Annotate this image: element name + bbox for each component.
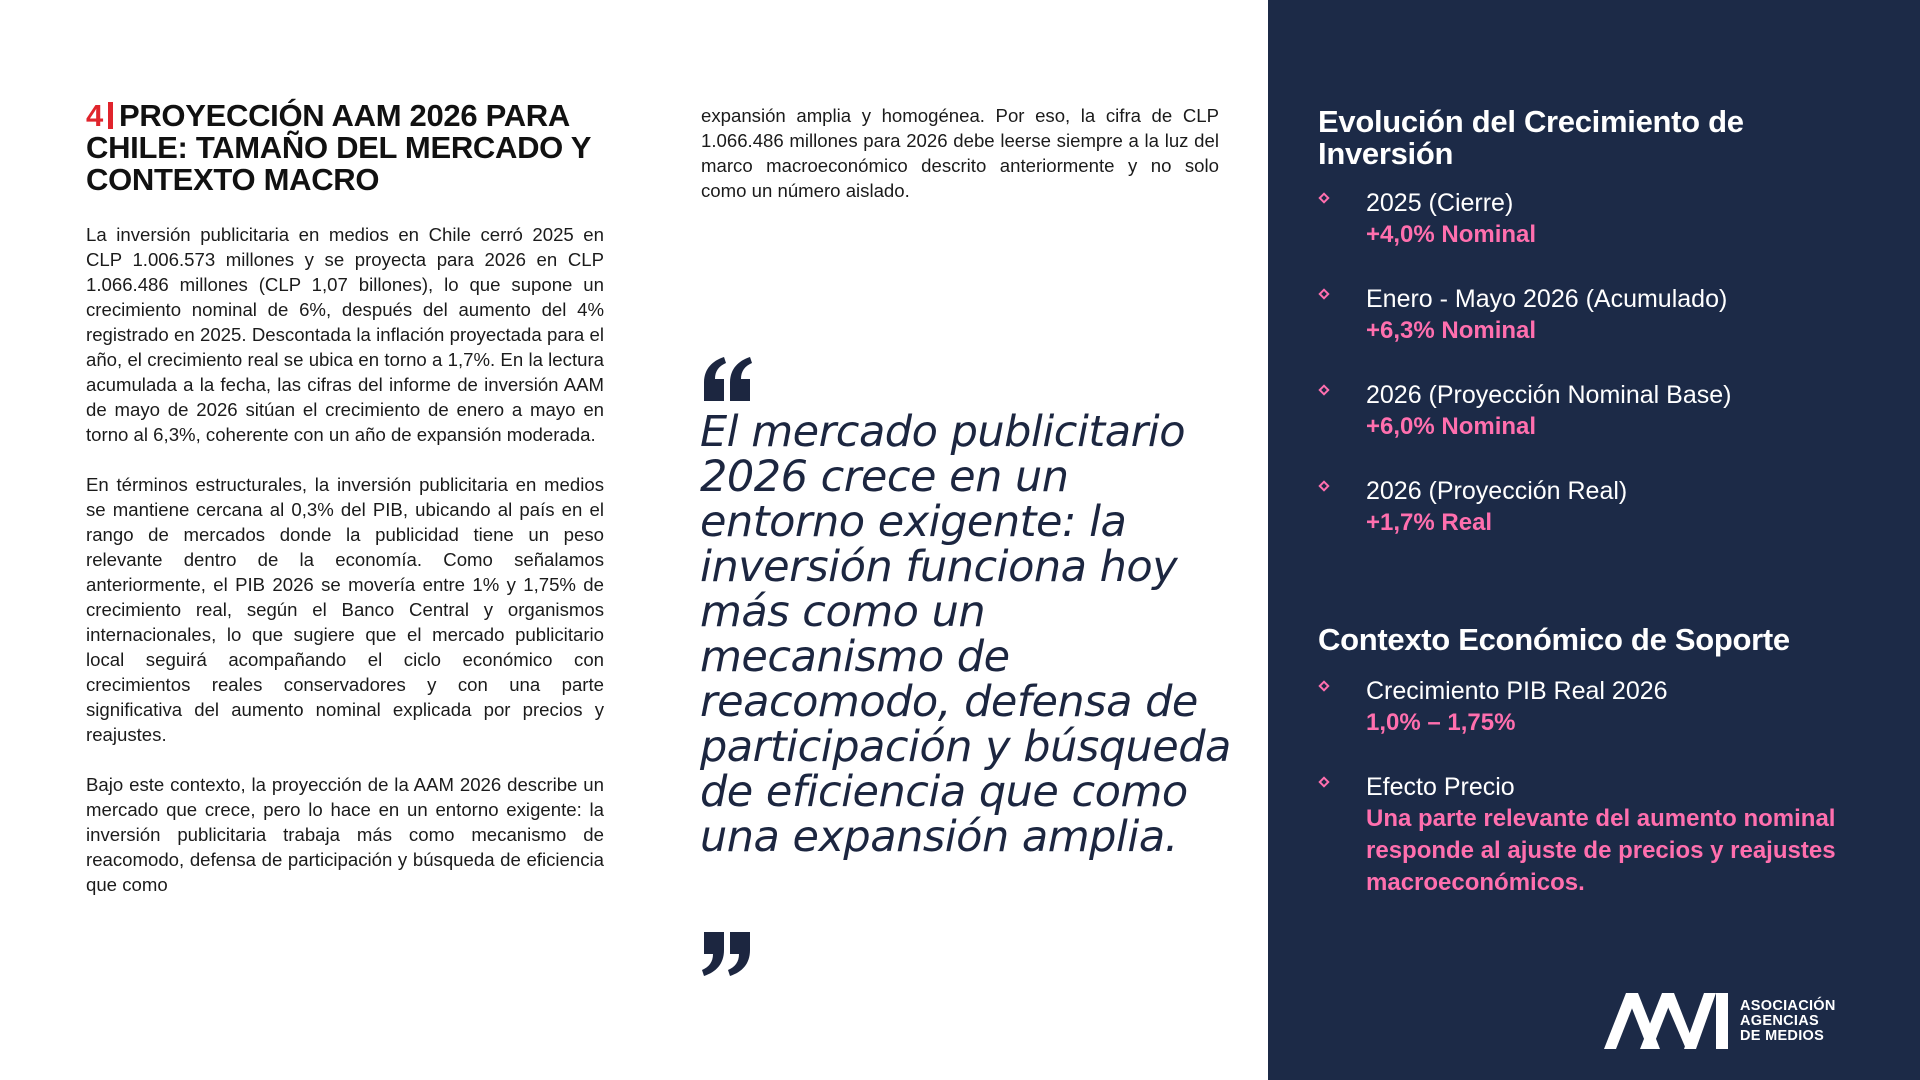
paragraph-2: En términos estructurales, la inversión publicitaria en medios se mantiene cercana al 0,3% del PIB, ubicando al país en el rango de mercados donde la publicidad tiene un peso relevante dentro de la economía. Como señalamos anteriormente, el PIB 2026 se movería entre 1% y 1,75% de crecimiento real, según el Banco Central y organismos internacionales, lo que sugiere que el mercado publicitario local seguirá acompañando el ciclo económico con crecimientos reales conservadores y con una parte significativa del aumento nominal explicada por precios y reajustes.: [86, 474, 604, 745]
growth-item-label: 2026 (Proyección Real): [1366, 477, 1628, 505]
close-quote-icon: [700, 928, 754, 978]
pull-quote: El mercado publicitario 2026 crece en un entorno exigente: la inversión funciona hoy más como un mecanismo de reacomodo, defensa de participación y búsqueda de eficiencia que como una expansión amplia.: [700, 407, 1231, 862]
context-item-precio: [1318, 771, 1878, 899]
growth-item-value: +1,7% Real: [1366, 509, 1493, 536]
growth-item-2026-real: [1318, 475, 1878, 539]
section-number: 4: [86, 98, 103, 133]
growth-item-label: 2026 (Proyección Nominal Base): [1366, 381, 1732, 409]
diamond-bullet-icon: [1318, 384, 1329, 395]
paragraph-3: Bajo este contexto, la proyección de la AAM 2026 describe un mercado que crece, pero lo hace en un entorno exigente: la inversión publicitaria trabaja más como mecanismo de reacomodo, defensa de participación y búsqueda de eficiencia que como: [86, 774, 604, 895]
summary-panel: [1268, 0, 1920, 1080]
growth-item-2025: [1318, 187, 1878, 251]
logo-line-3: DE MEDIOS: [1740, 1028, 1825, 1044]
middle-column: [701, 103, 1219, 203]
aam-logo: [1604, 993, 1904, 1049]
section-heading: [86, 100, 604, 196]
logo-line-2: AGENCIAS: [1740, 1013, 1819, 1029]
growth-title: Evolución del Crecimiento de Inversión: [1318, 104, 1744, 171]
diamond-bullet-icon: [1318, 288, 1329, 299]
context-item-value: 1,0% – 1,75%: [1366, 709, 1516, 736]
diamond-bullet-icon: [1318, 480, 1329, 491]
section-title: PROYECCIÓN AAM 2026 PARA CHILE: TAMAÑO DEL MERCADO Y CONTEXTO MACRO: [86, 98, 591, 197]
growth-item-ene-may-2026: [1318, 283, 1878, 347]
aam-logo-mark-icon: [1604, 993, 1732, 1049]
diamond-bullet-icon: [1318, 192, 1329, 203]
diamond-bullet-icon: [1318, 776, 1329, 787]
left-column: [86, 100, 604, 922]
diamond-bullet-icon: [1318, 680, 1329, 691]
context-item-label: Crecimiento PIB Real 2026: [1366, 677, 1668, 705]
paragraph-continuation: expansión amplia y homogénea. Por eso, la cifra de CLP 1.066.486 millones para 2026 debe leerse siempre a la luz del marco macroeconómico descrito anteriormente y no solo como un número aislado.: [701, 105, 1219, 201]
growth-item-value: +6,3% Nominal: [1366, 317, 1537, 344]
growth-item-2026-nominal: [1318, 379, 1878, 443]
growth-item-value: +4,0% Nominal: [1366, 221, 1537, 248]
growth-item-label: 2025 (Cierre): [1366, 189, 1514, 217]
growth-item-value: +6,0% Nominal: [1366, 413, 1537, 440]
context-item-value: Una parte relevante del aumento nominal responde al ajuste de precios y reajustes macroeconómicos.: [1366, 805, 1836, 896]
logo-line-1: ASOCIACIÓN: [1740, 998, 1836, 1014]
aam-logo-text: [1740, 999, 1836, 1044]
growth-item-label: Enero - Mayo 2026 (Acumulado): [1366, 285, 1728, 313]
context-item-pib: [1318, 675, 1878, 739]
open-quote-icon: [700, 355, 754, 405]
paragraph-1: La inversión publicitaria en medios en Chile cerró 2025 en CLP 1.006.573 millones y se proyecta para 2026 en CLP 1.066.486 millones (CLP 1,07 billones), lo que supone un crecimiento nominal de 6%, después del aumento del 4% registrado en 2025. Descontada la inflación proyectada para el año, el crecimiento real se ubica en torno a 1,7%. En la lectura acumulada a la fecha, las cifras del informe de inversión AAM de mayo de 2026 sitúan el crecimiento de enero a mayo en torno al 6,3%, coherente con un año de expansión moderada.: [86, 224, 604, 445]
context-title: Contexto Económico de Soporte: [1318, 622, 1790, 657]
heading-divider: [108, 102, 113, 129]
context-item-label: Efecto Precio: [1366, 773, 1515, 801]
